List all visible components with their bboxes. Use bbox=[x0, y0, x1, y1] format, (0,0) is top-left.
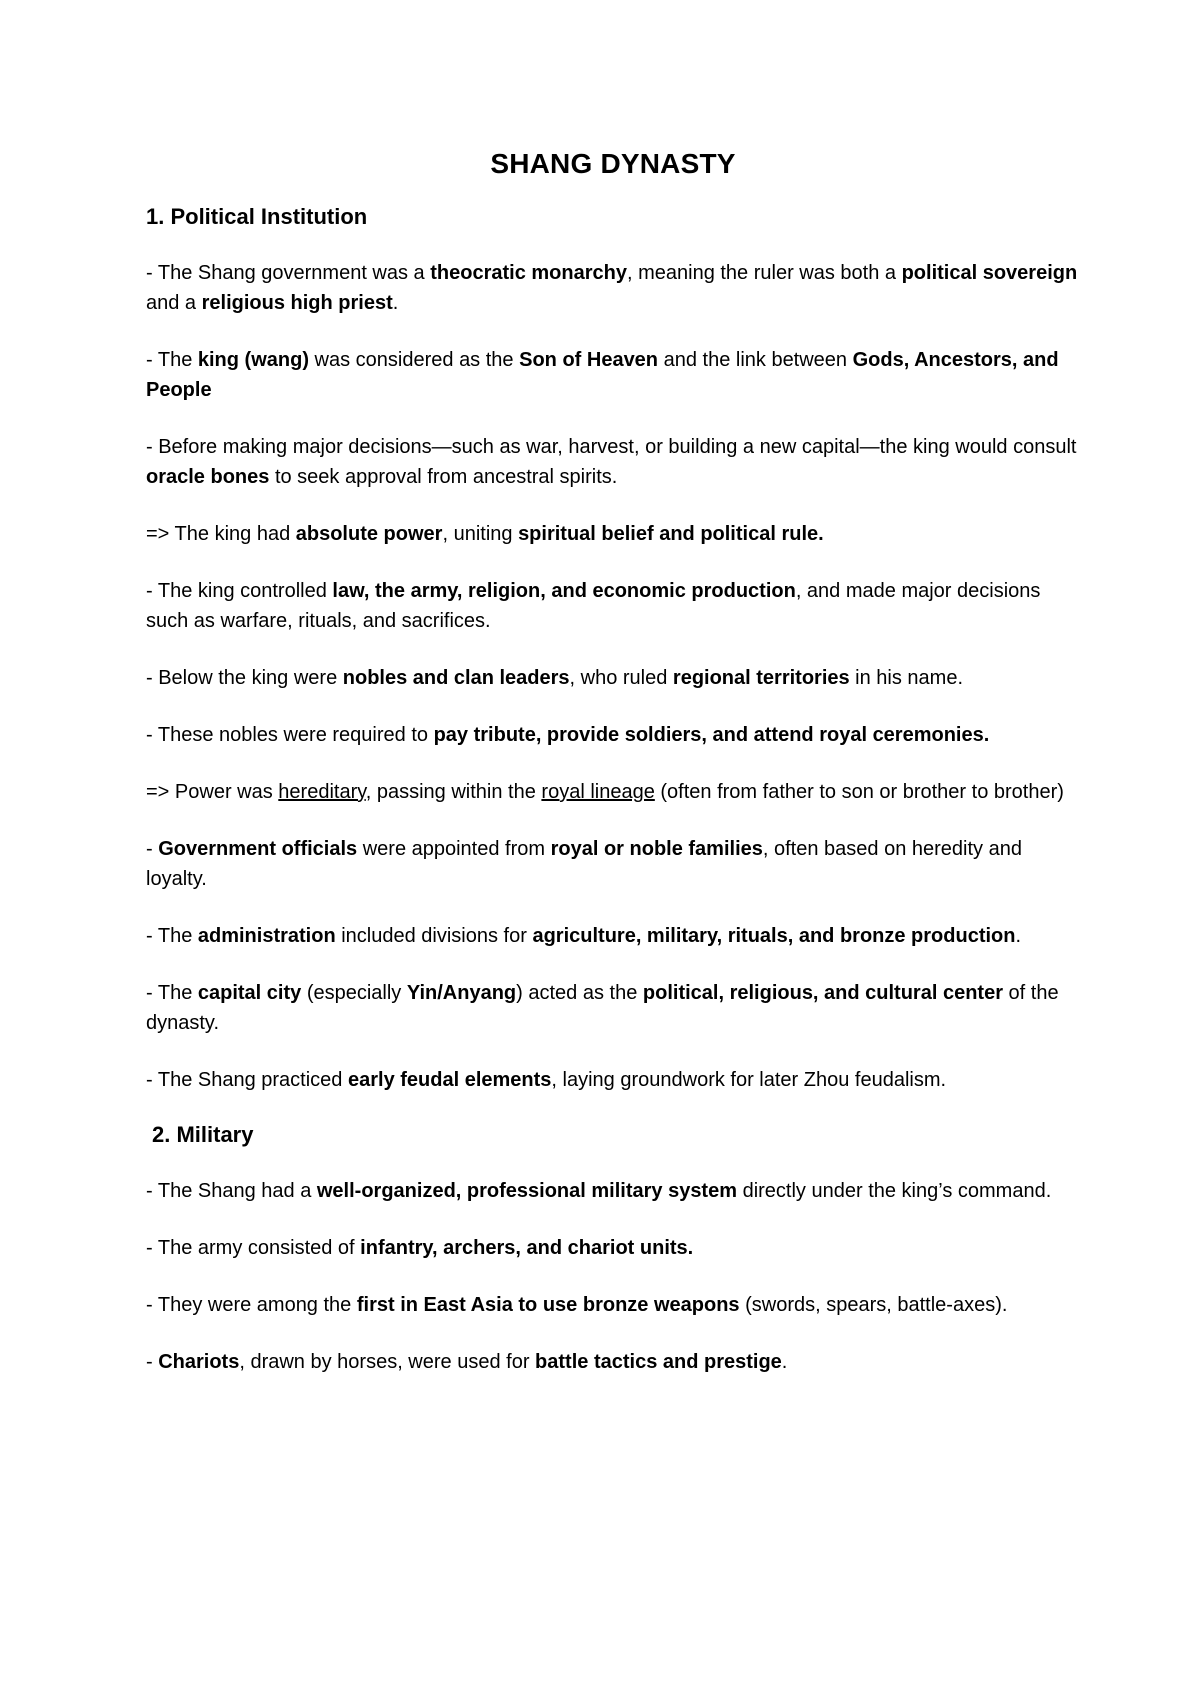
text-run: of the dynasty. bbox=[146, 982, 1059, 1034]
text-run: (especially bbox=[301, 982, 407, 1004]
text-run: - The Shang practiced bbox=[146, 1069, 348, 1091]
text-run: - They were among the bbox=[146, 1294, 357, 1316]
bold-text: royal or noble families bbox=[550, 838, 763, 860]
bold-text: early feudal elements bbox=[347, 1069, 552, 1091]
paragraph bbox=[146, 834, 1080, 894]
bold-text: nobles and clan leaders bbox=[342, 667, 570, 689]
paragraph bbox=[146, 345, 1080, 405]
text-run: => Power was bbox=[146, 781, 279, 803]
text-run: , passing within the bbox=[365, 781, 542, 803]
text-run: - The Shang had a bbox=[146, 1180, 317, 1202]
text-run: to seek approval from ancestral spirits. bbox=[269, 466, 618, 488]
bold-text: Government officials bbox=[158, 838, 358, 860]
text-run: - The king controlled bbox=[146, 580, 333, 602]
paragraph bbox=[146, 519, 1080, 549]
text-run: - These nobles were required to bbox=[146, 724, 434, 746]
bold-text: capital city bbox=[197, 982, 302, 1004]
text-run: was considered as the bbox=[308, 349, 520, 371]
paragraph bbox=[146, 1347, 1080, 1377]
bold-text: religious high priest bbox=[201, 292, 393, 314]
text-run: and the link between bbox=[658, 349, 853, 371]
text-run: - Before making major decisions—such as war, harvest, or building a new capital—the king would consult bbox=[146, 436, 1077, 458]
text-run: - The bbox=[146, 925, 198, 947]
bold-text: first in East Asia to use bronze weapons bbox=[356, 1294, 740, 1316]
bold-text: pay tribute, provide soldiers, and attend royal ceremonies. bbox=[433, 724, 990, 746]
paragraph bbox=[146, 1176, 1080, 1206]
bold-text: agriculture, military, rituals, and bronze production bbox=[532, 925, 1016, 947]
bold-text: oracle bones bbox=[146, 466, 270, 488]
document-title: SHANG DYNASTY bbox=[490, 148, 736, 179]
bold-text: battle tactics and prestige bbox=[535, 1351, 782, 1373]
bold-text: political sovereign bbox=[901, 262, 1078, 284]
paragraph bbox=[146, 720, 1080, 750]
text-run: - Below the king were bbox=[146, 667, 343, 689]
paragraph bbox=[146, 432, 1080, 492]
text-run: in his name. bbox=[849, 667, 964, 689]
text-run: (often from father to son or brother to brother) bbox=[654, 781, 1064, 803]
paragraph bbox=[146, 258, 1080, 318]
text-run: ) acted as the bbox=[516, 982, 643, 1004]
paragraph bbox=[146, 978, 1080, 1038]
section-political-body bbox=[146, 258, 1080, 1095]
bold-text: regional territories bbox=[672, 667, 850, 689]
text-run: , and made major decisions such as warfare, rituals, and sacrifices. bbox=[146, 580, 1041, 632]
text-run: , meaning the ruler was both a bbox=[626, 262, 902, 284]
bold-text: spiritual belief and political rule. bbox=[518, 523, 824, 545]
text-run: - The Shang government was a bbox=[146, 262, 431, 284]
text-run: directly under the king’s command. bbox=[737, 1180, 1052, 1202]
text-run: , often based on heredity and loyalty. bbox=[146, 838, 1022, 890]
bold-text: well-organized, professional military system bbox=[316, 1180, 738, 1202]
section-military-body bbox=[146, 1176, 1080, 1377]
paragraph bbox=[146, 1233, 1080, 1263]
text-run: , drawn by horses, were used for bbox=[239, 1351, 536, 1373]
bold-text: law, the army, religion, and economic production bbox=[332, 580, 796, 602]
paragraph bbox=[146, 777, 1080, 807]
underlined-text: hereditary bbox=[278, 781, 366, 803]
text-run: . bbox=[392, 292, 399, 314]
paragraph bbox=[146, 921, 1080, 951]
bold-text: administration bbox=[197, 925, 336, 947]
text-run: - bbox=[146, 838, 159, 860]
underlined-text: royal lineage bbox=[541, 781, 655, 803]
paragraph bbox=[146, 1065, 1080, 1095]
text-run: . bbox=[781, 1351, 788, 1373]
section-heading-political: 1. Political Institution bbox=[146, 204, 368, 229]
bold-text: Son of Heaven bbox=[519, 349, 659, 371]
section-heading-military: 2. Military bbox=[152, 1122, 254, 1147]
paragraph bbox=[146, 576, 1080, 636]
bold-text: Gods, Ancestors, and People bbox=[146, 349, 1059, 401]
paragraph bbox=[146, 663, 1080, 693]
text-run: => The king had bbox=[146, 523, 296, 545]
bold-text: Chariots bbox=[158, 1351, 240, 1373]
bold-text: infantry, archers, and chariot units. bbox=[360, 1237, 694, 1259]
text-run: , who ruled bbox=[569, 667, 673, 689]
paragraph bbox=[146, 1290, 1080, 1320]
bold-text: king (wang) bbox=[197, 349, 309, 371]
bold-text: political, religious, and cultural center bbox=[642, 982, 1003, 1004]
bold-text: absolute power bbox=[295, 523, 443, 545]
text-run: - bbox=[146, 1351, 159, 1373]
bold-text: theocratic monarchy bbox=[430, 262, 627, 284]
text-run: and a bbox=[146, 292, 202, 314]
text-run: - The bbox=[146, 349, 198, 371]
text-run: . bbox=[1015, 925, 1022, 947]
bold-text: Yin/Anyang bbox=[406, 982, 517, 1004]
text-run: were appointed from bbox=[357, 838, 551, 860]
text-run: , laying groundwork for later Zhou feudalism. bbox=[551, 1069, 947, 1091]
text-run: , uniting bbox=[442, 523, 519, 545]
text-run: - The bbox=[146, 982, 198, 1004]
text-run: (swords, spears, battle-axes). bbox=[739, 1294, 1008, 1316]
text-run: - The army consisted of bbox=[146, 1237, 361, 1259]
text-run: included divisions for bbox=[335, 925, 533, 947]
